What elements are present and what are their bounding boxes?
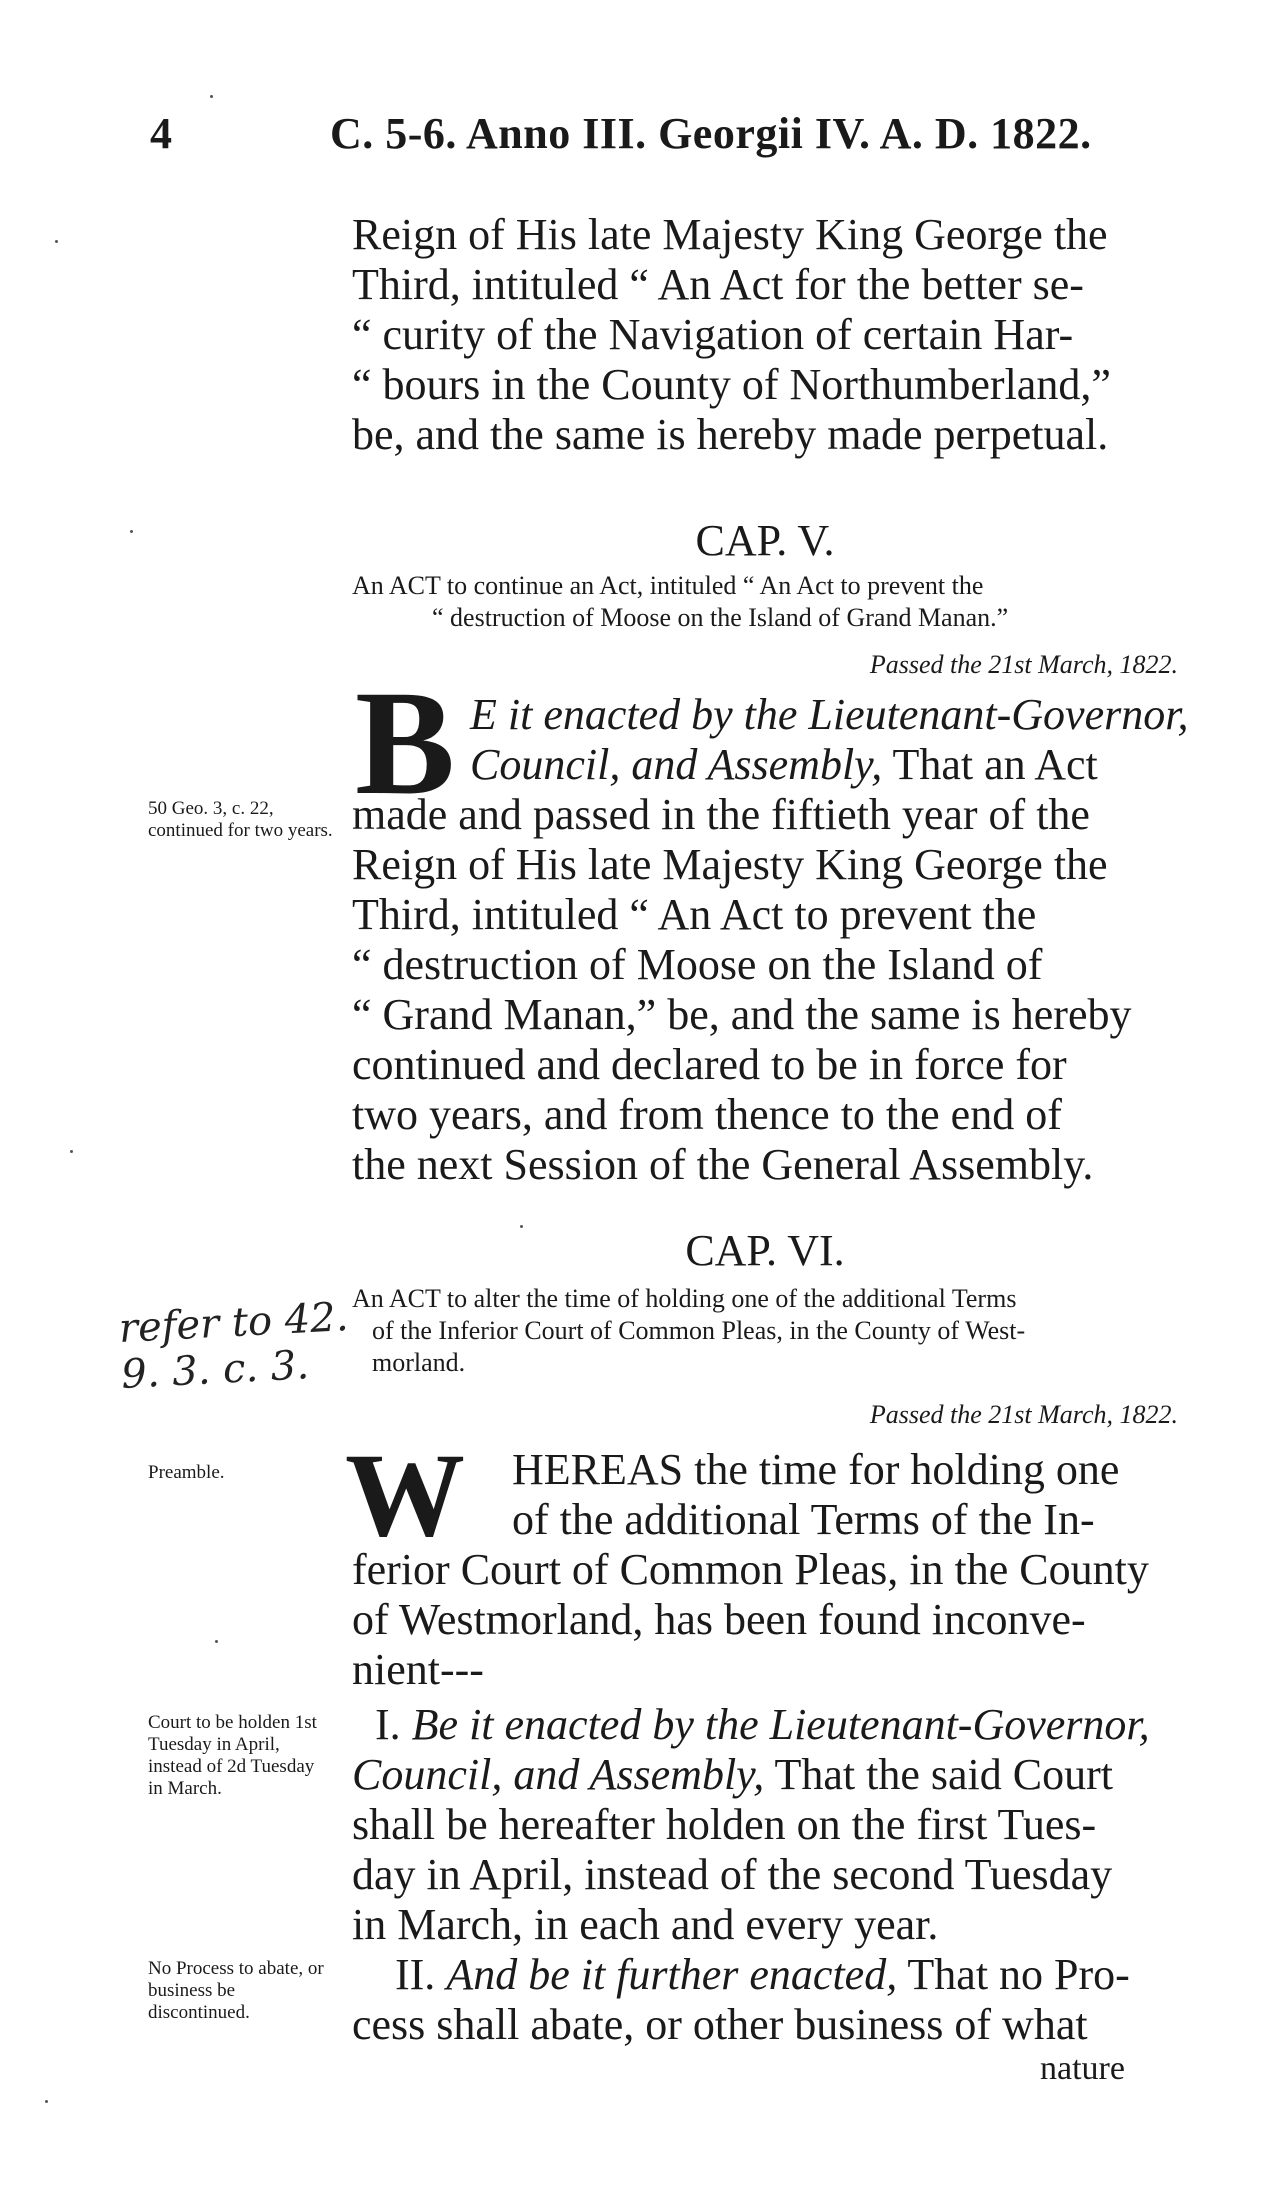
section-1-body <box>352 1800 1178 1950</box>
body-line: “ destruction of Moose on the Island of <box>352 940 1043 989</box>
running-header: C. 5-6. Anno III. Georgii IV. A. D. 1822. <box>330 109 1092 158</box>
section-numeral: II. <box>395 1950 436 1999</box>
scan-speck <box>210 95 213 98</box>
scan-speck <box>215 1640 218 1643</box>
section-2-first-line <box>395 1950 1130 2000</box>
body-line: Third, intituled “ An Act to prevent the <box>352 890 1037 939</box>
cap-5-margin-note: 50 Geo. 3, c. 22, continued for two years. <box>148 798 333 841</box>
act-title-line: An ACT to continue an Act, intituled “ An Act to prevent the <box>352 571 984 600</box>
preamble-line: of the additional Terms of the In- <box>512 1495 1095 1544</box>
preamble-margin-note: Preamble. <box>148 1462 225 1483</box>
preamble-line: HEREAS the time for holding one <box>512 1445 1120 1494</box>
cap-5-enacting-line: E it enacted by the Lieutenant-Governor, <box>470 690 1189 739</box>
body-line: two years, and from thence to the end of <box>352 1090 1062 1139</box>
continuation-line: Reign of His late Majesty King George the <box>352 210 1108 259</box>
cap-6-title <box>352 1283 1178 1379</box>
section-1-margin-note: Court to be holden 1st Tuesday in April, instead of 2d Tuesday in March. <box>148 1712 317 1799</box>
continuation-line: Third, intituled “ An Act for the better se- <box>352 260 1084 309</box>
handwritten-annotation <box>118 1294 352 1398</box>
enacting-continuation: That no Pro- <box>897 1950 1130 1999</box>
page-number: 4 <box>150 109 172 158</box>
enacting-parties: Council, and Assembly, <box>352 1750 765 1799</box>
act-title-line: “ destruction of Moose on the Island of Grand Manan.” <box>432 603 1009 632</box>
section-1-second-line <box>352 1750 1113 1800</box>
body-line: the next Session of the General Assembly. <box>352 1140 1094 1189</box>
section-numeral: I. <box>375 1700 401 1749</box>
act-title-line: of the Inferior Court of Common Pleas, in the County of West- <box>372 1316 1026 1345</box>
cap-5-heading: CAP. V. <box>695 516 835 565</box>
scan-speck <box>130 530 133 533</box>
continuation-text <box>352 210 1178 460</box>
cap-5-body <box>352 790 1178 1190</box>
act-title-line: An ACT to alter the time of holding one of the additional Terms <box>352 1284 1017 1313</box>
continuation-line: “ bours in the County of Northumberland,” <box>352 360 1111 409</box>
handwritten-line: 9. 3. c. 3. <box>120 1342 311 1398</box>
preamble-body <box>352 1545 1178 1695</box>
cap-6-drop-cap: W <box>345 1428 465 1561</box>
act-title-line: morland. <box>372 1348 466 1377</box>
section-2-margin-note: No Process to abate, or business be discontinued. <box>148 1958 324 2023</box>
catchword: nature <box>1040 2050 1125 2087</box>
cap-5-drop-cap: B <box>355 660 456 826</box>
body-line: shall be hereafter holden on the first Tues- <box>352 1800 1097 1849</box>
body-line: Reign of His late Majesty King George the <box>352 840 1108 889</box>
handwritten-line: refer to 42. <box>117 1294 350 1353</box>
body-line: day in April, instead of the second Tuesday <box>352 1850 1113 1899</box>
scan-speck <box>520 1225 523 1228</box>
enacting-parties: Council, and Assembly, <box>470 740 883 789</box>
cap-6-passed-date: Passed the 21st March, 1822. <box>869 1400 1178 1429</box>
cap-5-passed-date: Passed the 21st March, 1822. <box>869 650 1178 679</box>
scan-speck <box>70 1150 73 1153</box>
enacting-clause: Be it enacted by the Lieutenant-Governor, <box>411 1700 1150 1749</box>
section-1-first-line <box>375 1700 1150 1750</box>
cap-6-heading: CAP. VI. <box>685 1226 845 1275</box>
scan-speck <box>45 2100 48 2103</box>
continuation-line: “ curity of the Navigation of certain Har- <box>352 310 1074 359</box>
body-line: made and passed in the fiftieth year of the <box>352 790 1090 839</box>
body-line: “ Grand Manan,” be, and the same is hereby <box>352 990 1132 1039</box>
cap-5-enacting-line-2 <box>470 740 1098 790</box>
body-line: of Westmorland, has been found inconve- <box>352 1595 1086 1644</box>
section-2-second-line: cess shall abate, or other business of what <box>352 2000 1088 2049</box>
scan-speck <box>55 240 58 243</box>
continuation-line: be, and the same is hereby made perpetual. <box>352 410 1109 459</box>
body-line: continued and declared to be in force for <box>352 1040 1067 1089</box>
cap-5-title <box>352 570 1178 634</box>
body-line: ferior Court of Common Pleas, in the County <box>352 1545 1149 1594</box>
body-line: nient--- <box>352 1645 484 1694</box>
enacting-continuation: That an Act <box>882 740 1098 789</box>
enacting-clause: And be it further enacted, <box>446 1950 898 1999</box>
enacting-continuation: That the said Court <box>764 1750 1113 1799</box>
body-line: in March, in each and every year. <box>352 1900 939 1949</box>
